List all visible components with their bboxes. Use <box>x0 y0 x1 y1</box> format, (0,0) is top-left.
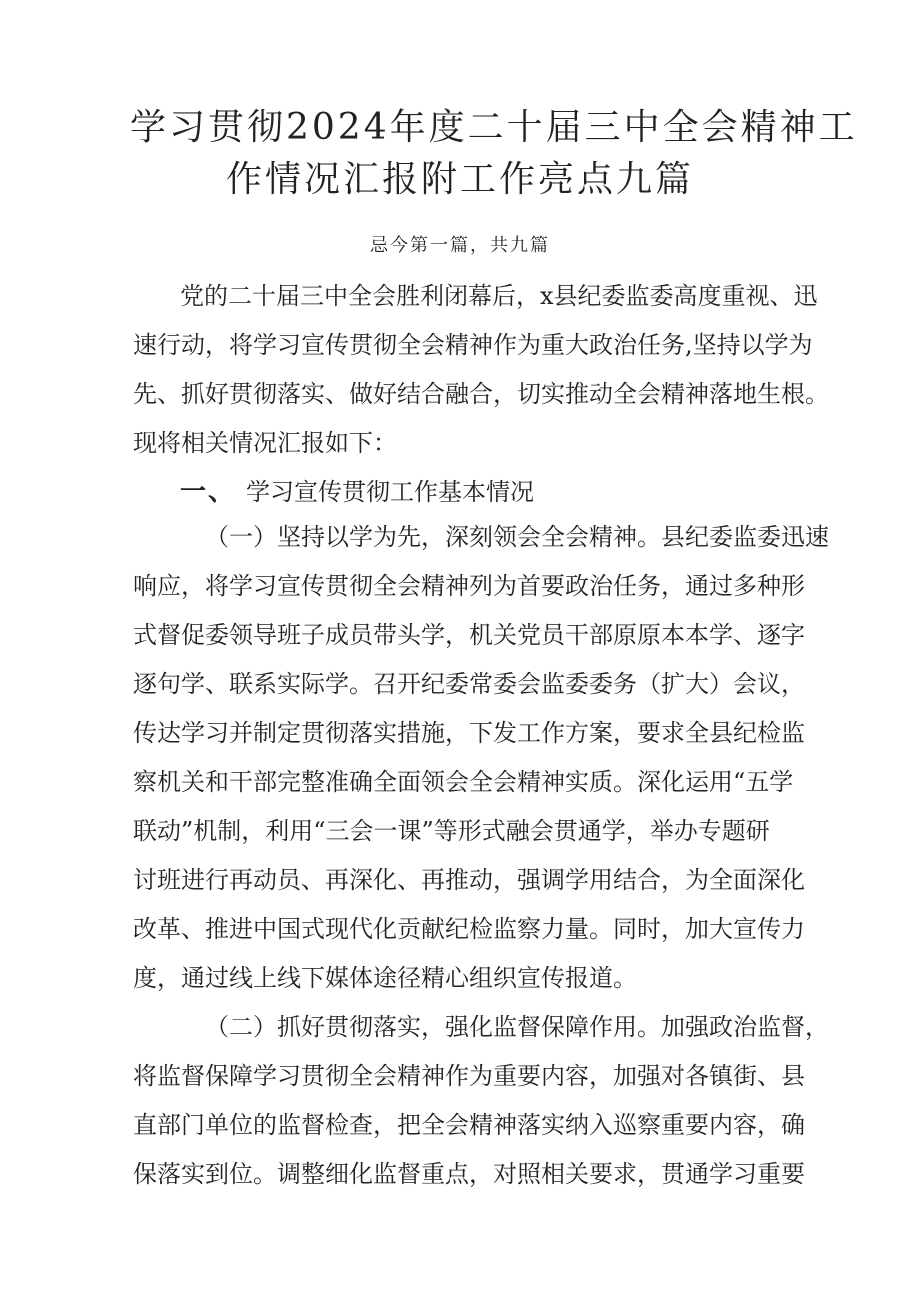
paragraph-line: 速行动，将学习宣传贯彻全会精神作为重大政治任务,坚持以学为 <box>133 331 813 359</box>
paragraph-line: 联动”机制，利用“三会一课”等形式融会贯通学，举办专题研 <box>133 817 770 845</box>
document-title-line-1: 学习贯彻2024年度二十届三中全会精神工 <box>130 107 858 148</box>
section-heading-number: 一、 <box>180 477 237 507</box>
paragraph-line: 响应，将学习宣传贯彻全会精神列为首要政治任务，通过多种形 <box>133 572 805 600</box>
paragraph-line: 改革、推进中国式现代化贡献纪检监察力量。同时，加大宣传力 <box>133 915 805 943</box>
paragraph-line: 将监督保障学习贯彻全会精神作为重要内容，加强对各镇街、县 <box>133 1062 805 1090</box>
paragraph-line: 党的二十届三中全会胜利闭幕后，x县纪委监委高度重视、迅 <box>180 282 818 310</box>
paragraph-line: 式督促委领导班子成员带头学，机关党员干部原原本本学、逐字 <box>133 621 805 649</box>
paragraph-line: （一）坚持以学为先，深刻领会全会精神。县纪委监委迅速 <box>205 523 829 551</box>
paragraph-line: 逐句学、联系实际学。召开纪委常委会监委委务（扩大）会议， <box>133 670 805 698</box>
paragraph-line: 保落实到位。调整细化监督重点，对照相关要求，贯通学习重要 <box>133 1160 805 1188</box>
paragraph-line: 直部门单位的监督检查，把全会精神落实纳入巡察重要内容，确 <box>133 1111 805 1139</box>
paragraph-line: 察机关和干部完整准确全面领会全会精神实质。深化运用“五学 <box>133 768 794 796</box>
paragraph-line: 传达学习并制定贯彻落实措施，下发工作方案，要求全县纪检监 <box>133 719 805 747</box>
paragraph-line: 现将相关情况汇报如下： <box>133 429 397 457</box>
paragraph-line: 度，通过线上线下媒体途径精心组织宣传报道。 <box>133 964 637 992</box>
document-subtitle: 忌今第一篇，共九篇 <box>370 235 550 256</box>
section-heading-text: 学习宣传贯彻工作基本情况 <box>246 478 535 506</box>
section-heading <box>180 477 534 507</box>
paragraph-line: 讨班进行再动员、再深化、再推动，强调学用结合，为全面深化 <box>133 866 805 894</box>
paragraph-line: 先、抓好贯彻落实、做好结合融合，切实推动全会精神落地生根。 <box>133 380 829 408</box>
document-title-line-2: 作情况汇报附工作亮点九篇 <box>225 159 694 200</box>
paragraph-line: （二）抓好贯彻落实，强化监督保障作用。加强政治监督， <box>205 1013 829 1041</box>
